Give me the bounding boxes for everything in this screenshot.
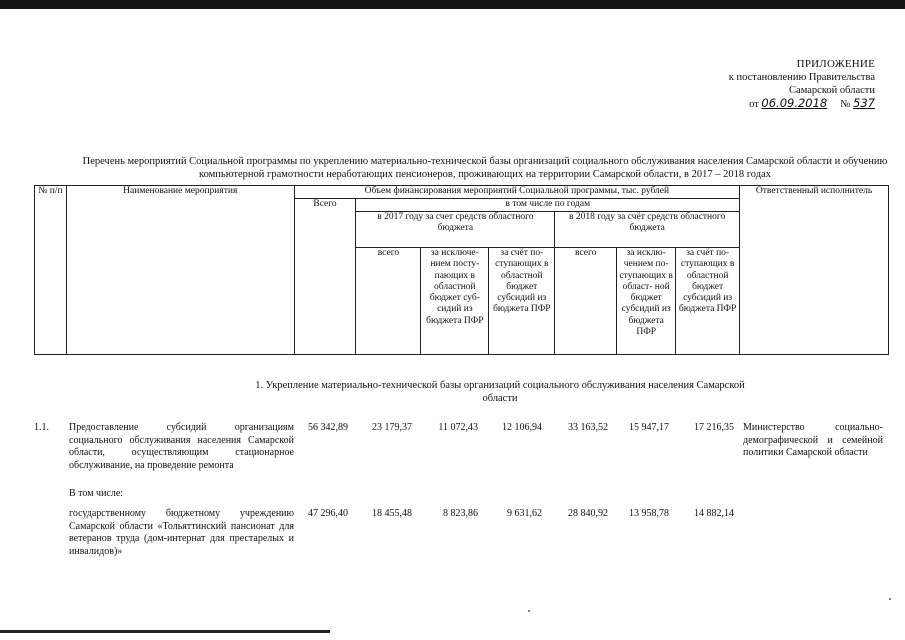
cell-2018-all: 28 840,92 [568, 508, 608, 519]
cell-2018-excl: 13 958,78 [629, 508, 669, 519]
section-title: 1. Укрепление материально-технической базы организаций социального обслуживания населения Самарской области [255, 380, 745, 404]
row-subheading: В том числе: [69, 488, 124, 499]
scan-bottom-line [0, 630, 330, 633]
header-name: Наименование мероприятия [66, 186, 294, 355]
appendix-line-1: к постановлению Правительства [728, 72, 875, 83]
header-num: № п/п [35, 186, 67, 355]
header-total: Всего [294, 199, 356, 355]
cell-2017-pfr: 9 631,62 [507, 508, 542, 519]
header-2018-pfr: за счёт по- ступающих в областной бюджет субсидий из бюджета ПФР [676, 248, 740, 355]
cell-2018-pfr: 14 882,14 [694, 508, 734, 519]
scan-speck [528, 610, 530, 612]
cell-2018-all: 33 163,52 [568, 422, 608, 433]
row-number: 1.1. [34, 422, 49, 433]
scan-speck [889, 598, 891, 600]
number-prefix: № [840, 99, 851, 110]
document-title: Перечень мероприятий Социальной программы по укреплению материально-технической базы организаций социального обслуживания населения Самарской области и обучению компьютерной грамотности неработающих пенсионеров, проживающих на территории Самарской области, в 2017 – 2018 годах [82, 156, 888, 180]
row-name: Предоставление субсидий организациям социального обслуживания населения Самарской области, осуществляющим стационарное обслуживание, на проведение ремонта [69, 422, 294, 471]
scan-top-border [0, 0, 905, 9]
row-name: государственному бюджетному учреждению Самарской области «Тольяттинский пансионат для ветеранов труда (дом-интернат для престарелых и инвалидов)» [69, 508, 294, 557]
appendix-title: ПРИЛОЖЕНИЕ [796, 58, 875, 70]
appendix-header [729, 58, 875, 111]
header-2017-pfr: за счёт по- ступающих в областной бюджет субсидий из бюджета ПФР [489, 248, 555, 355]
cell-2018-pfr: 17 216,35 [694, 422, 734, 433]
appendix-line-2: Самарской области [789, 85, 875, 96]
header-by-years: в том числе по годам [356, 199, 740, 212]
appendix-date-line [729, 97, 875, 111]
date-prefix: от [749, 99, 759, 110]
cell-total: 56 342,89 [308, 422, 348, 433]
cell-2017-pfr: 12 106,94 [502, 422, 542, 433]
header-2017-all: всего [356, 248, 421, 355]
funding-table-header [34, 185, 889, 355]
cell-2017-all: 18 455,48 [372, 508, 412, 519]
handwritten-number: 537 [853, 96, 875, 110]
header-year-2017: в 2017 году за счет средств областного бюджета [356, 212, 555, 248]
header-2018-excl: за исклю- чением по- ступающих в област- ной бюджет субсидий из бюджета ПФР [617, 248, 676, 355]
cell-2017-excl: 8 823,86 [443, 508, 478, 519]
row-executor: Министерство социально-демографической и семейной политики Самарской области [743, 422, 883, 458]
header-2017-excl: за исключе- нием посту- пающих в областной бюджет суб- сидий из бюджета ПФР [421, 248, 489, 355]
cell-2017-excl: 11 072,43 [438, 422, 478, 433]
header-year-2018: в 2018 году за счёт средств областного бюджета [555, 212, 740, 248]
handwritten-date: 06.09.2018 [761, 96, 828, 110]
header-executor: Ответственный исполнитель [740, 186, 889, 355]
header-2018-all: всего [555, 248, 617, 355]
header-funding: Объем финансирования мероприятий Социальной программы, тыс. рублей [294, 186, 740, 199]
cell-total: 47 296,40 [308, 508, 348, 519]
cell-2017-all: 23 179,37 [372, 422, 412, 433]
cell-2018-excl: 15 947,17 [629, 422, 669, 433]
